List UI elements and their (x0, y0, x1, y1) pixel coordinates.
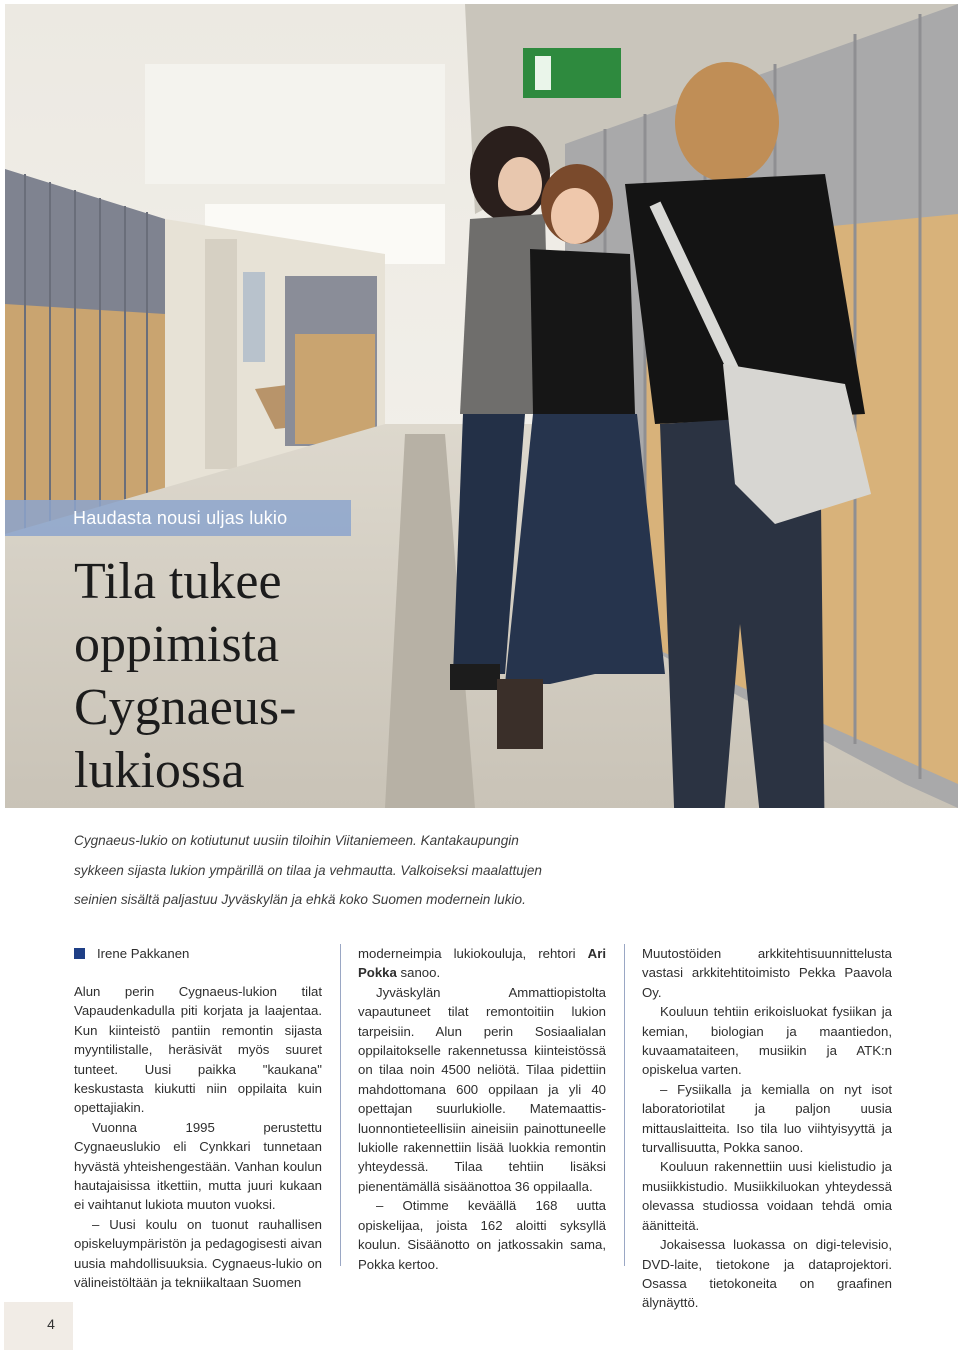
body-column-3 (642, 944, 892, 1313)
body-column-2 (358, 944, 606, 1274)
lead-line: Cygnaeus-lukio on kotiutunut uusiin tiloihin Viitaniemeen. Kantakaupungin (74, 833, 519, 848)
body-paragraph: Kouluun rakennettiin uusi kielistudio ja musiikkistudio. Musiikkiluokan yhteydessä olevassa studiossa voidaan tehdä omia äänitteitä. (642, 1159, 892, 1233)
body-paragraph: – Uusi koulu on tuonut rauhallisen opiskeluympäristön ja pedagogisesti aivan uusia mahdollisuuksia. Cygnaeus-lukio on välineistöltään ja tekniikaltaan Suomen (74, 1216, 322, 1291)
body-paragraph (358, 944, 606, 983)
body-column-1 (74, 944, 322, 1293)
body-paragraph: – Otimme keväällä 168 uutta opiskelijaa, joista 162 aloitti syksyllä koulun. Sisäänotto on jatkossakin sama, Pokka kertoo. (358, 1198, 606, 1272)
section-label: Haudasta nousi uljas lukio (73, 508, 288, 528)
lead-line: seinien sisältä paljastuu Jyväskylän ja ehkä koko Suomen modernein lukio. (74, 892, 526, 907)
page-number: 4 (47, 1316, 55, 1332)
headline-line: Cygnaeus- (74, 679, 297, 736)
column-divider (624, 944, 625, 1266)
body-text: moderneimpia lukiokouluja, rehtori (358, 946, 588, 961)
body-paragraph: – Fysiikalla ja kemialla on nyt isot laboratoriotilat ja paljon uusia mittauslaitteita. Iso tila luo viihtyisyyttä ja turvallisuutta, Pokka sanoo. (642, 1081, 892, 1156)
author-name: Irene Pakkanen (97, 945, 190, 961)
byline-square-icon (74, 948, 85, 959)
person-name: Ari Pokka (358, 946, 606, 981)
body-paragraph: Jokaisessa luokassa on digi-televisio, DVD-laite, tietokone ja dataprojektori. Osassa tietokoneita on graafinen älynäyttö. (642, 1237, 892, 1311)
body-text: sanoo. (396, 965, 441, 981)
lead-paragraph (74, 826, 594, 915)
headline-line: lukiossa (74, 742, 245, 799)
lead-line: sykkeen sijasta lukion ympärillä on tilaa ja vehmautta. Valkoiseksi maalattujen (74, 862, 542, 878)
page-number-box (4, 1302, 73, 1350)
headline-line: oppimista (74, 616, 280, 673)
author-byline (74, 944, 322, 963)
body-paragraph: Muutostöiden arkkitehtisuunnittelusta vastasi arkkitehtitoimisto Pekka Paavola Oy. (642, 946, 892, 1000)
column-divider (340, 944, 341, 1266)
headline-line: Tila tukee (74, 553, 282, 610)
section-label-bar (5, 500, 351, 536)
body-paragraph: Kouluun tehtiin erikoisluokat fysiikan ja kemian, biologian ja maantiedon, kuvaamataiteen, musiikin ja ATK:n opiskelua varten. (642, 1004, 892, 1078)
body-paragraph: Alun perin Cygnaeus-lukion tilat Vapaudenkadulla piti korjata ja laajentaa. Kun kiinteistö pantiin remontin sijasta myyntilistalle, heräsivät myös suuret tunteet. Uusi paikka "kaukana" keskustasta kiukutti niin oppilaita kuin opettajiakin. (74, 984, 322, 1116)
body-paragraph: Jyväskylän Ammattiopistolta vapautuneet tilat remontoitiin lukion tarpeisiin. Alun perin Sosiaalialan oppilaitokselle rakennetussa kiinteistössä on tilaa noin 4500 neliötä. Tilaa pidettiin mahdottomana 600 oppilaan ja yli 40 opettajan suurlukiolle. Matemaattis-luonnontieteellisiin aineisiin painottuneelle lukiolle rakennettiin lisää luokkia remontin yhteydessä. Tilaa tehtiin lisäksi pienentämällä sisäänottoa 36 oppilaalla. (358, 984, 606, 1194)
body-paragraph: Vuonna 1995 perustettu Cygnaeuslukio eli Cynkkari tunnetaan hyvästä yhteishengestään. Vanhan koulun hautajaisissa itkettiin, mutta juuri kukaan ei vaihtanut lukiota muuton vuoksi. (74, 1119, 322, 1213)
page-headline (74, 550, 296, 802)
